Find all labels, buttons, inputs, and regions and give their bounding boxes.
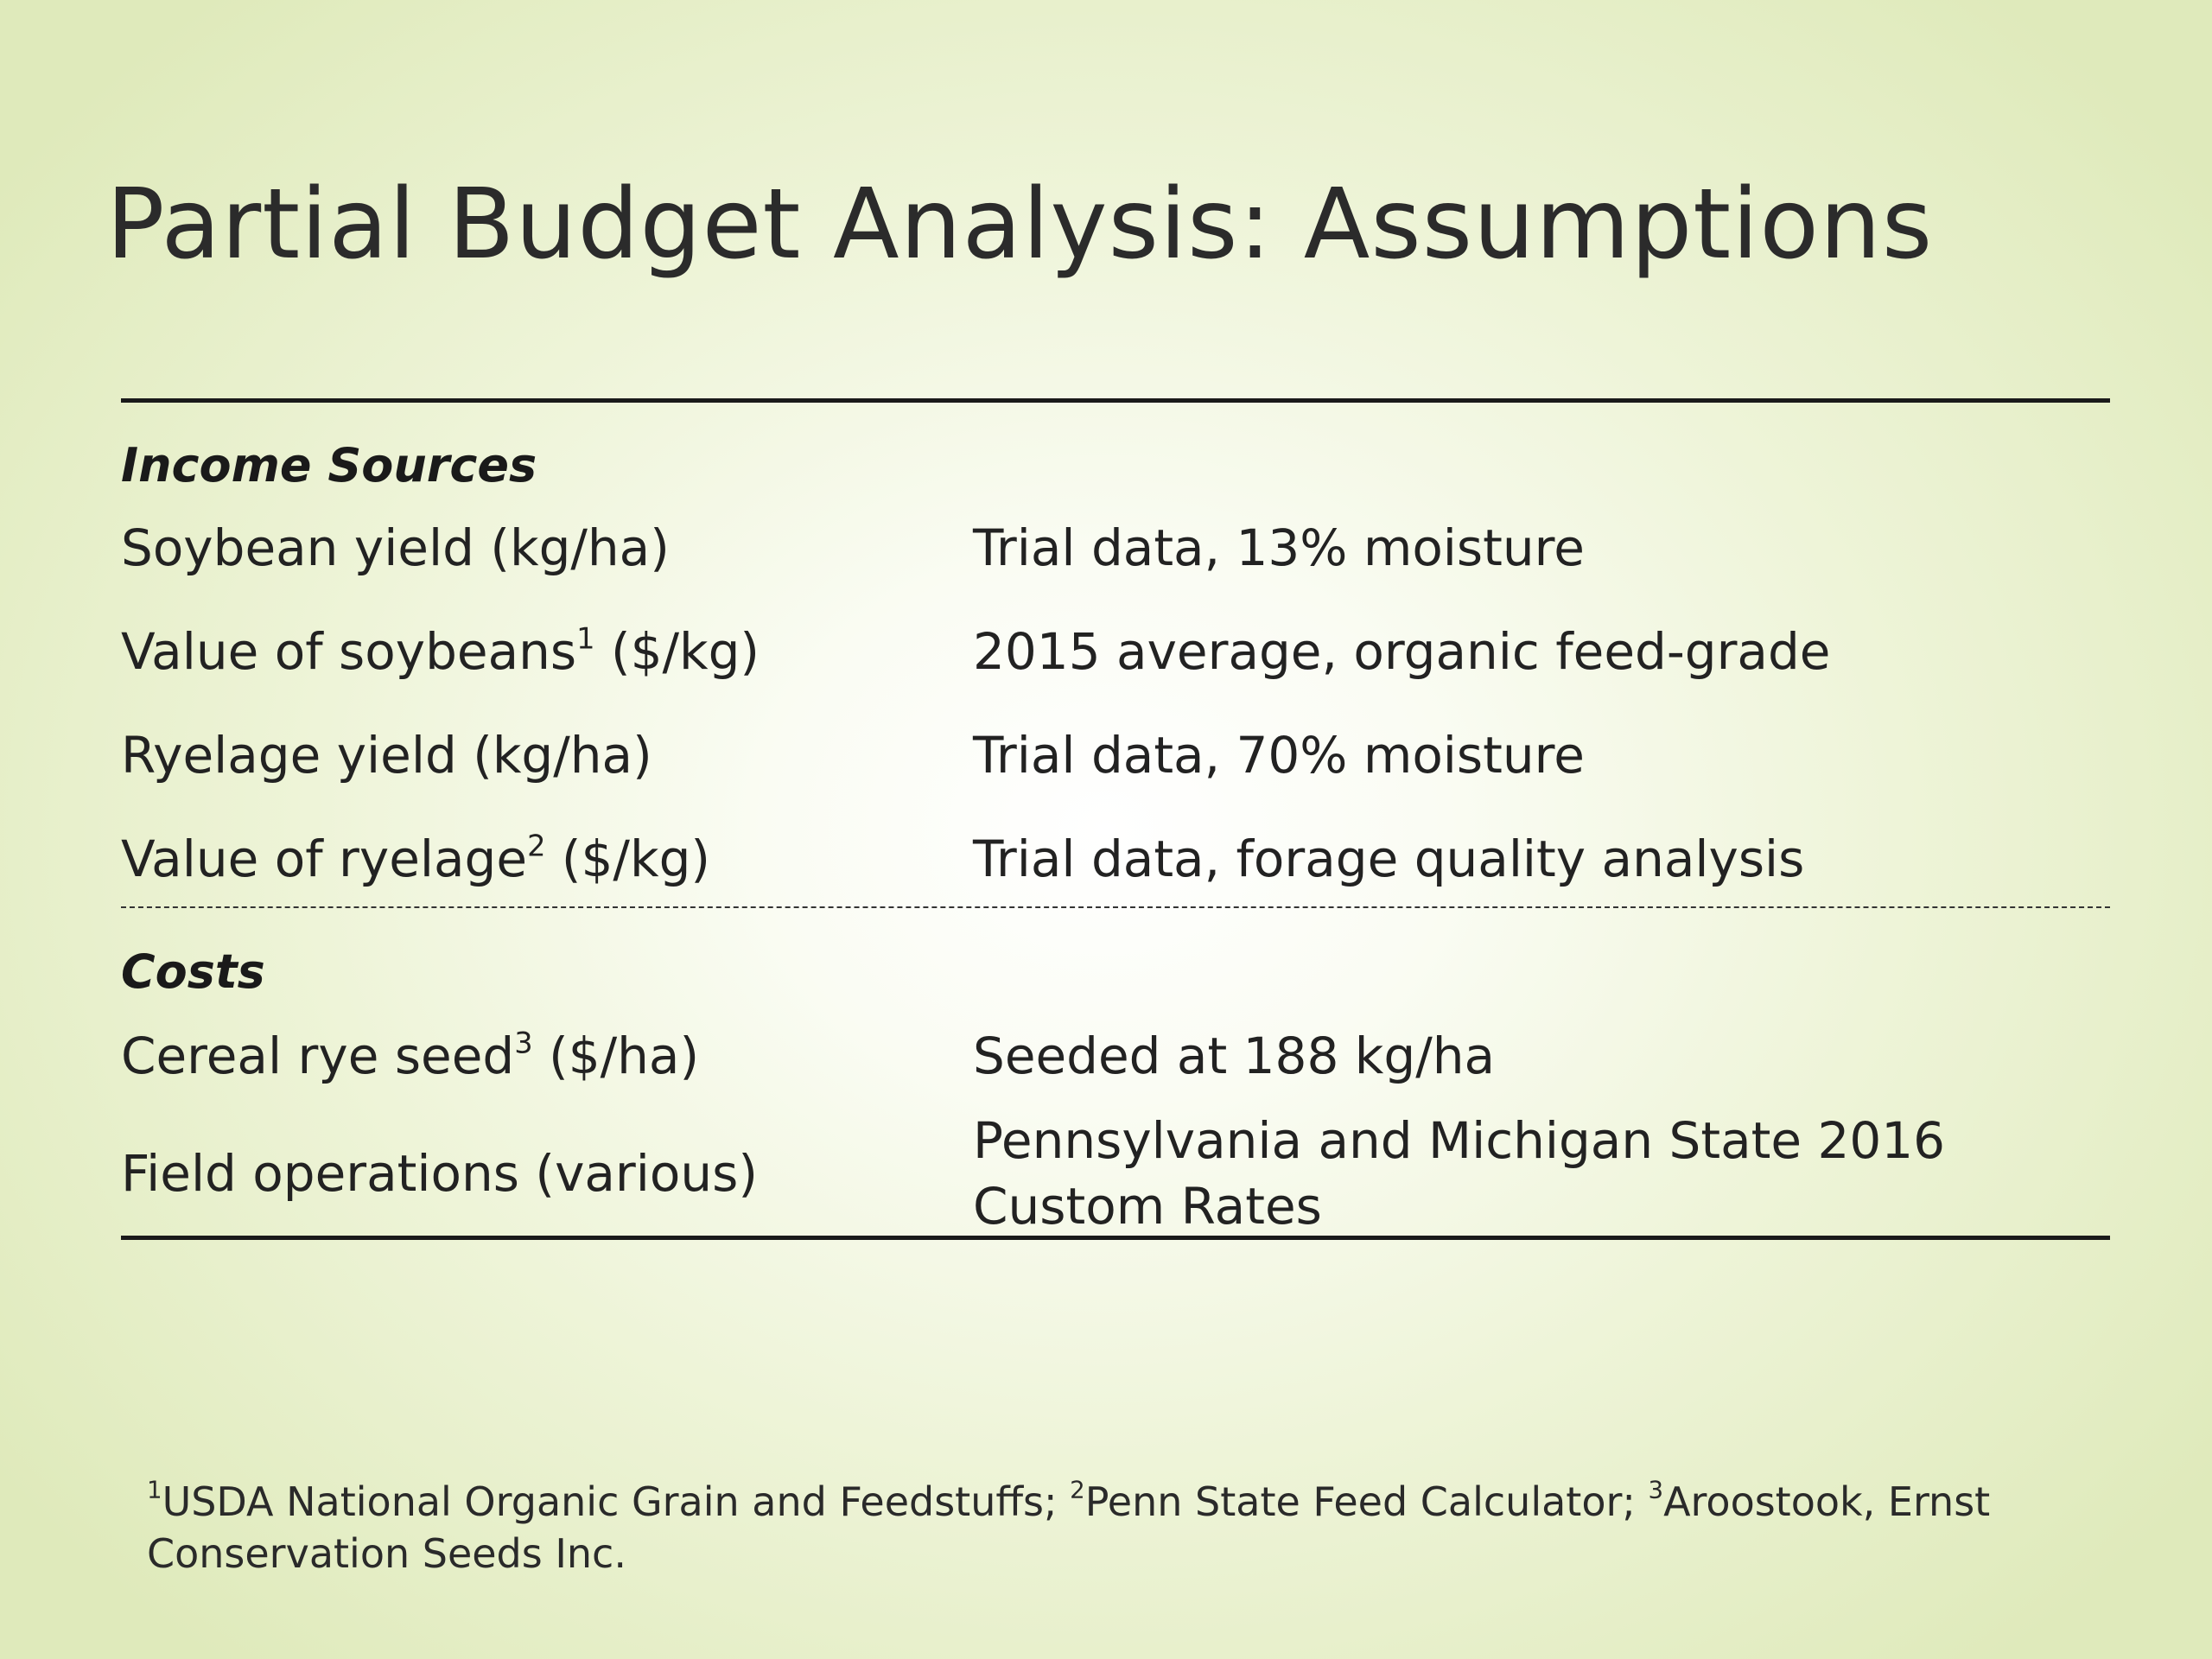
footnote-source-3: Aroostook, Ernst Conservation Seeds Inc. (147, 1478, 1991, 1577)
income-sources-heading: Income Sources (121, 438, 537, 493)
label-unit: ($/kg) (545, 830, 711, 888)
footnote-marker-3: 3 (1648, 1475, 1664, 1504)
row-desc-soybean-value: 2015 average, organic feed-grade (973, 622, 1831, 681)
row-desc-ryelage-yield: Trial data, 70% moisture (973, 726, 1585, 785)
footnote-marker-1: 1 (147, 1475, 162, 1504)
label-unit: ($/ha) (532, 1027, 700, 1085)
table-top-rule (121, 398, 2110, 403)
footnote-ref-1: 1 (576, 621, 595, 656)
row-label-ryelage-yield: Ryelage yield (kg/ha) (121, 726, 652, 785)
table-bottom-rule (121, 1236, 2110, 1240)
row-desc-soybean-yield: Trial data, 13% moisture (973, 518, 1585, 577)
footnote-source-1: USDA National Organic Grain and Feedstuffs; (162, 1478, 1071, 1525)
label-text: Value of ryelage (121, 830, 528, 888)
row-desc-cereal-rye-seed: Seeded at 188 kg/ha (973, 1027, 1496, 1085)
row-label-soybean-value (121, 619, 760, 684)
row-desc-field-operations: Pennsylvania and Michigan State 2016 Custom Rates (973, 1111, 1946, 1236)
label-unit: ($/kg) (594, 622, 760, 681)
footnote-marker-2: 2 (1070, 1475, 1085, 1504)
footnote-source-2: Penn State Feed Calculator; (1084, 1478, 1649, 1525)
row-desc-ryelage-value: Trial data, forage quality analysis (973, 830, 1805, 888)
row-label-cereal-rye-seed (121, 1023, 699, 1089)
label-text: Value of soybeans (121, 622, 577, 681)
footnote-ref-2: 2 (527, 829, 546, 863)
row-label-soybean-yield: Soybean yield (kg/ha) (121, 518, 670, 577)
label-text: Cereal rye seed (121, 1027, 515, 1085)
row-label-field-operations: Field operations (various) (121, 1144, 758, 1203)
row-label-ryelage-value (121, 826, 710, 892)
footnote-sources (147, 1476, 2100, 1580)
slide-title: Partial Budget Analysis: Assumptions (106, 168, 1934, 281)
costs-heading: Costs (121, 944, 265, 999)
section-divider (121, 906, 2110, 908)
footnote-ref-3: 3 (514, 1026, 533, 1060)
